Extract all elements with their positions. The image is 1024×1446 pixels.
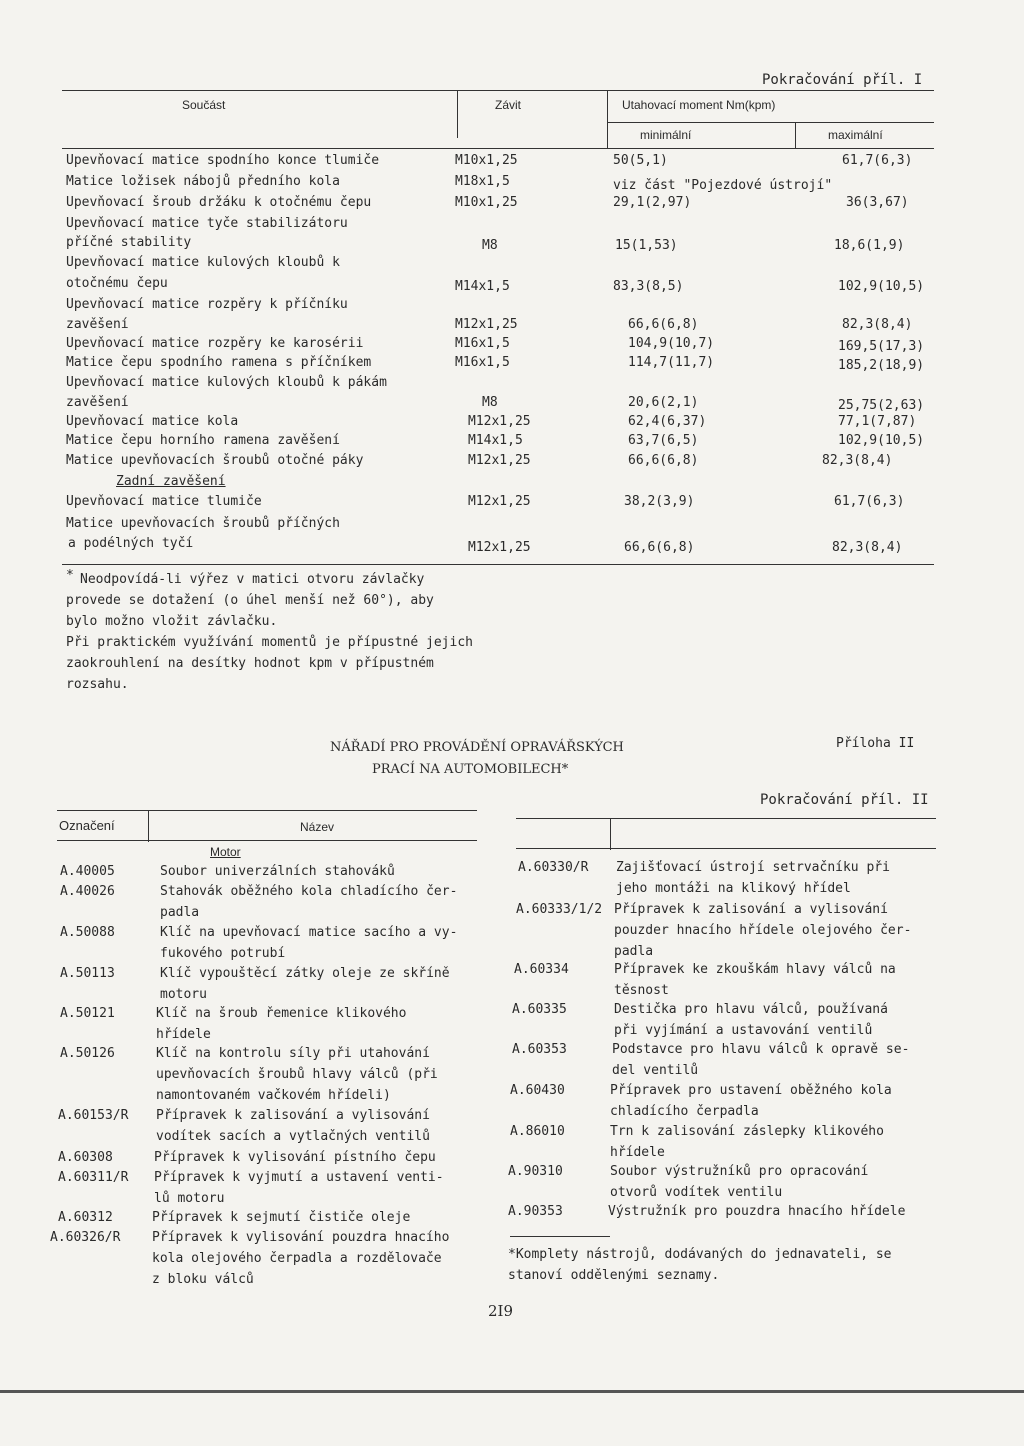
tool-code: A.60153/R	[58, 1108, 129, 1123]
tool-name: Přípravek k vylisování pístního čepu	[154, 1150, 436, 1165]
cell-min: 66,6(6,8)	[628, 453, 699, 468]
continuation-label-2: Pokračování příl. II	[760, 792, 929, 808]
header-name: Název	[300, 820, 335, 834]
cell-thread: M8	[482, 238, 498, 253]
cell-thread: M12x1,25	[468, 540, 531, 555]
cell-part: Upevňovací matice rozpěry k příčníku	[66, 297, 348, 312]
table-row	[0, 355, 1024, 373]
header-min: minimální	[640, 128, 692, 142]
cell-part: Matice upevňovacích šroubů příčných	[66, 516, 340, 531]
table-row	[0, 153, 1024, 171]
cell-thread: M12x1,25	[468, 494, 531, 509]
tool-name: Přípravek k vyjmutí a ustavení venti- lů motoru	[154, 1170, 444, 1206]
table1-divider-part	[457, 90, 458, 138]
tool-code: A.60311/R	[58, 1170, 129, 1185]
cell-min: 66,6(6,8)	[628, 317, 699, 332]
table2-top-rule	[57, 810, 477, 811]
cell-min: 29,1(2,97)	[613, 195, 692, 210]
cell-max: 18,6(1,9)	[834, 238, 905, 253]
table1-top-rule	[62, 90, 934, 91]
tool-code: A.60334	[514, 962, 569, 977]
cell-min: 62,4(6,37)	[628, 414, 707, 429]
table-row	[0, 395, 1024, 413]
cell-min: 38,2(3,9)	[624, 494, 695, 509]
cell-max: 82,3(8,4)	[832, 540, 903, 555]
table-row	[0, 216, 1024, 234]
table-row	[0, 235, 1024, 253]
tool-code: A.90353	[508, 1204, 563, 1219]
cell-thread: M16x1,5	[455, 336, 510, 351]
table-row	[0, 536, 1024, 554]
appendix2-title-line1: NÁŘADÍ PRO PROVÁDĚNÍ OPRAVÁŘSKÝCH	[330, 740, 624, 755]
tool-code: A.50121	[60, 1006, 115, 1021]
tool-name: Soubor univerzálních stahováků	[160, 864, 395, 879]
tool-name: Přípravek pro ustavení oběžného kola chladícího čerpadla	[610, 1083, 892, 1119]
cell-part: zavěšení	[66, 317, 129, 332]
cell-min: viz část "Pojezdové ústrojí"	[613, 178, 833, 193]
table3-top-rule	[516, 818, 936, 819]
table3-divider	[610, 818, 611, 850]
section-motor: Motor	[210, 845, 241, 859]
table-row	[0, 516, 1024, 534]
table3-header-rule	[516, 848, 936, 849]
cell-part: Matice čepu horního ramena zavěšení	[66, 433, 340, 448]
table-row	[0, 453, 1024, 471]
tool-name: Soubor výstružníků pro opracování otvorů vodítek ventilu	[610, 1164, 869, 1200]
cell-part: Upevňovací matice tyče stabilizátoru	[66, 216, 348, 231]
cell-part: otočnému čepu	[66, 276, 168, 291]
table1-torque-rule	[607, 122, 934, 123]
table-row	[0, 414, 1024, 432]
header-part: Součást	[182, 98, 226, 112]
cell-max: 82,3(8,4)	[842, 317, 913, 332]
cell-part: Matice ložisek nábojů předního kola	[66, 174, 340, 189]
tool-code: A.60430	[510, 1083, 565, 1098]
cell-part: a podélných tyčí	[68, 536, 194, 551]
table-row	[0, 297, 1024, 315]
tool-name: Podstavce pro hlavu válců k opravě se- del ventilů	[612, 1042, 910, 1078]
tool-name: Zajišťovací ústrojí setrvačníku při jeho montáži na klikový hřídel	[616, 860, 890, 896]
cell-thread: M10x1,25	[455, 195, 518, 210]
tool-name: Přípravek k zalisování a vylisování vodítek sacích a vytlačných ventilů	[156, 1108, 430, 1144]
tool-name: Přípravek k sejmutí čističe oleje	[152, 1210, 411, 1225]
cell-thread: M14x1,5	[455, 279, 510, 294]
tool-code: A.60353	[512, 1042, 567, 1057]
cell-min: 63,7(6,5)	[628, 433, 699, 448]
table-row	[0, 317, 1024, 335]
tool-code: A.60333/1/2	[516, 902, 603, 917]
table1-divider-minmax	[795, 122, 796, 148]
appendix2-footnote-rule	[510, 1236, 610, 1237]
tool-code: A.60330/R	[518, 860, 589, 875]
appendix2-footnote: *Komplety nástrojů, dodávaných do jednavateli, se stanoví oddělenými seznamy.	[508, 1247, 892, 1283]
header-thread: Závit	[495, 98, 522, 112]
cell-max: 102,9(10,5)	[838, 433, 925, 448]
cell-thread: M14x1,5	[468, 433, 523, 448]
table-row	[0, 276, 1024, 294]
tool-name: Klíč na kontrolu síly při utahování upevňovacích šroubů hlavy válců (při namontovaném vačkovém hřídeli)	[156, 1046, 438, 1103]
footnote-text: Neodpovídá-li výřez v matici otvoru závlačky provede se dotažení (o úhel menší než 60°), aby bylo možno vložit závlačku. Při praktickém využívání momentů je přípustné jejich zaokrouhlení na desítky hodnot kpm v přípustném rozsahu.	[66, 572, 473, 692]
cell-part: Upevňovací šroub držáku k otočnému čepu	[66, 195, 372, 210]
cell-min: 83,3(8,5)	[613, 279, 684, 294]
cell-part: Matice čepu spodního ramena s příčníkem	[66, 355, 372, 370]
cell-max: 61,7(6,3)	[834, 494, 905, 509]
tool-name: Přípravek k vylisování pouzdra hnacího kola olejového čerpadla a rozdělovače z bloku válců	[152, 1230, 450, 1287]
cell-part: příčné stability	[66, 235, 192, 250]
cell-min: 50(5,1)	[613, 153, 668, 168]
cell-max: 169,5(17,3)	[838, 339, 925, 354]
tool-code: A.40026	[60, 884, 115, 899]
tool-name: Přípravek k zalisování a vylisování pouzder hnacího hřídele olejového čer- padla	[614, 902, 912, 959]
tool-code: A.60335	[512, 1002, 567, 1017]
tool-name: Klíč vypouštěcí zátky oleje ze skříně motoru	[160, 966, 450, 1002]
cell-part: Upevňovací matice kulových kloubů k	[66, 255, 340, 270]
scan-edge-line	[0, 1390, 1024, 1393]
table-row	[0, 174, 1024, 192]
cell-max: 77,1(7,87)	[838, 414, 917, 429]
table-row	[0, 195, 1024, 213]
cell-thread: M16x1,5	[455, 355, 510, 370]
cell-max: 61,7(6,3)	[842, 153, 913, 168]
cell-thread: M12x1,25	[468, 453, 531, 468]
tool-code: A.50113	[60, 966, 115, 981]
table1-bottom-rule	[62, 564, 934, 565]
section-rear-suspension: Zadní zavěšení	[116, 474, 226, 489]
tool-code: A.60308	[58, 1150, 113, 1165]
tool-name: Klíč na upevňovací matice sacího a vy- fukového potrubí	[160, 925, 458, 961]
tool-name: Trn k zalisování záslepky klikového hřídele	[610, 1124, 884, 1160]
cell-part: Upevňovací matice kulových kloubů k pákám	[66, 375, 387, 390]
table1-divider-thread	[607, 90, 608, 148]
cell-part: Upevňovací matice spodního konce tlumiče	[66, 153, 380, 168]
tool-code: A.60326/R	[50, 1230, 121, 1245]
cell-min: 66,6(6,8)	[624, 540, 695, 555]
tool-code: A.90310	[508, 1164, 563, 1179]
appendix2-label: Příloha II	[836, 736, 915, 751]
tool-name: Klíč na šroub řemenice klikového hřídele	[156, 1006, 407, 1042]
cell-thread: M10x1,25	[455, 153, 518, 168]
table-row	[0, 336, 1024, 354]
cell-min: 114,7(11,7)	[628, 355, 715, 370]
cell-max: 82,3(8,4)	[822, 453, 893, 468]
cell-thread: M12x1,25	[455, 317, 518, 332]
cell-part: Upevňovací matice tlumiče	[66, 494, 262, 509]
appendix2-title-line2: PRACÍ NA AUTOMOBILECH*	[372, 762, 569, 777]
table1-header-rule	[62, 148, 934, 149]
continuation-label-1: Pokračování příl. I	[762, 72, 923, 88]
table-row	[0, 494, 1024, 512]
tool-name: Přípravek ke zkouškám hlavy válců na těsnost	[614, 962, 896, 998]
header-torque: Utahovací moment Nm(kpm)	[622, 98, 776, 112]
cell-max: 185,2(18,9)	[838, 358, 925, 373]
cell-part: Upevňovací matice rozpěry ke karosérii	[66, 336, 364, 351]
cell-max: 25,75(2,63)	[838, 398, 925, 413]
tool-name: Výstružník pro pouzdra hnacího hřídele	[608, 1204, 906, 1219]
table-row	[0, 474, 1024, 492]
tool-code: A.60312	[58, 1210, 113, 1225]
header-code: Označení	[59, 818, 115, 833]
table2-divider	[148, 810, 149, 842]
tool-code: A.86010	[510, 1124, 565, 1139]
cell-min: 20,6(2,1)	[628, 395, 699, 410]
cell-part: Upevňovací matice kola	[66, 414, 239, 429]
table-row	[0, 433, 1024, 451]
cell-max: 102,9(10,5)	[838, 279, 925, 294]
cell-part: zavěšení	[66, 395, 129, 410]
tool-name: Stahovák oběžného kola chladícího čer- padla	[160, 884, 458, 920]
table2-header-rule	[57, 840, 477, 841]
footnote-mark: *	[66, 568, 74, 583]
tool-code: A.50126	[60, 1046, 115, 1061]
tool-code: A.50088	[60, 925, 115, 940]
cell-thread: M12x1,25	[468, 414, 531, 429]
table-row	[0, 375, 1024, 393]
page-number: 2I9	[488, 1302, 514, 1320]
tool-name: Destička pro hlavu válců, používaná při vyjímání a ustavování ventilů	[614, 1002, 888, 1038]
cell-thread: M18x1,5	[455, 174, 510, 189]
cell-min: 15(1,53)	[615, 238, 678, 253]
cell-max: 36(3,67)	[846, 195, 909, 210]
cell-part: Matice upevňovacích šroubů otočné páky	[66, 453, 364, 468]
tool-code: A.40005	[60, 864, 115, 879]
cell-thread: M8	[482, 395, 498, 410]
header-max: maximální	[828, 128, 883, 142]
table-row	[0, 255, 1024, 273]
cell-min: 104,9(10,7)	[628, 336, 715, 351]
